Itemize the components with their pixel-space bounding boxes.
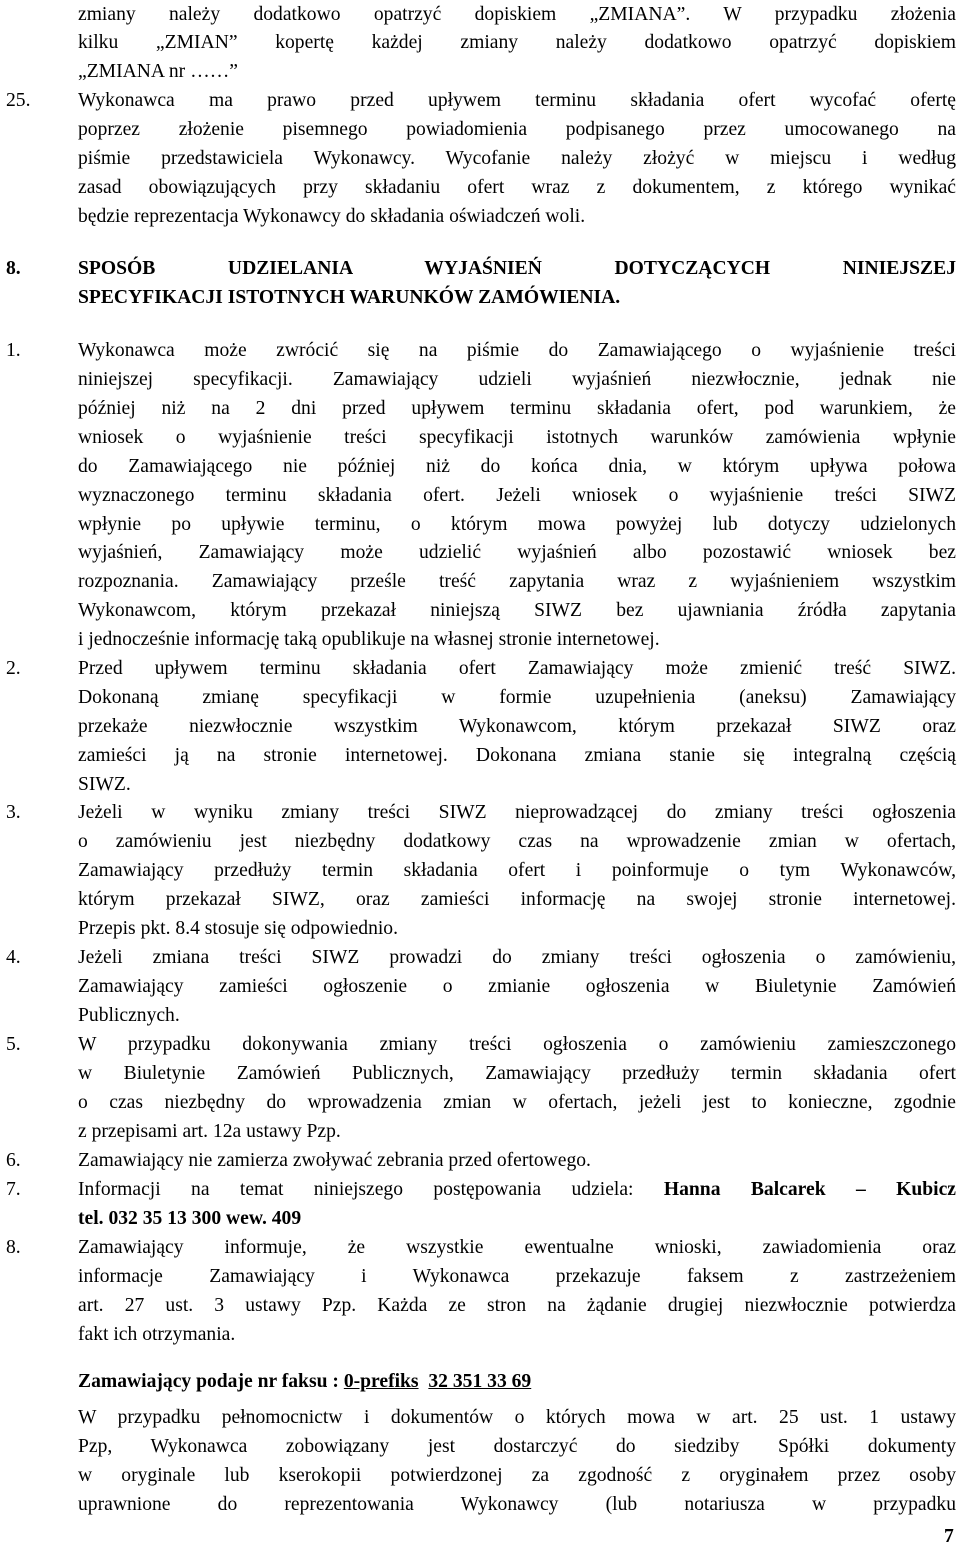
line-text-content: fakt ich otrzymania.	[78, 1324, 236, 1345]
item-number: 6.	[6, 1150, 21, 1171]
text-line	[0, 654, 960, 683]
item-number: 3.	[6, 802, 21, 823]
text-line	[0, 798, 960, 827]
fax-line	[0, 1367, 960, 1396]
line-text	[78, 1088, 956, 1117]
line-text: W przypadku pełnomocnictw i dokumentów o których mowa w art. 25 ust. 1 ustawy	[78, 1407, 956, 1428]
text-line	[0, 1059, 960, 1088]
text-line	[0, 1291, 960, 1320]
line-text-content: Informacji na temat niniejszego postępowania udziela:	[78, 1179, 664, 1200]
line-text: uprawnione do reprezentowania Wykonawcy (lub notariusza w przypadku	[78, 1494, 956, 1515]
text-line	[0, 567, 960, 596]
line-text: w oryginale lub kserokopii potwierdzonej za zgodność z oryginałem przez osoby	[78, 1465, 956, 1486]
text-line	[0, 943, 960, 972]
text-line	[0, 510, 960, 539]
line-text-content: informacje Zamawiający i Wykonawca przekazuje faksem z zastrzeżeniem	[78, 1266, 956, 1287]
line-text	[78, 943, 956, 972]
line-text-content: Wykonawca ma prawo przed upływem terminu składania ofert wycofać ofertę	[78, 90, 956, 111]
text-line	[0, 538, 960, 567]
text-line	[0, 770, 960, 799]
line-text-content: „ZMIANA nr ……”	[78, 61, 238, 82]
line-text	[78, 827, 956, 856]
text-line	[0, 144, 960, 173]
line-text: Pzp, Wykonawca zobowiązany jest dostarczyć do siedziby Spółki dokumenty	[78, 1436, 956, 1457]
text-line	[0, 1030, 960, 1059]
text-line	[0, 1432, 960, 1461]
line-text-content: SIWZ.	[78, 774, 131, 795]
line-text-content: tel. 032 35 13 300 wew. 409	[78, 1208, 302, 1229]
line-text	[78, 481, 956, 510]
text-line	[0, 741, 960, 770]
line-text	[78, 885, 956, 914]
text-line	[0, 1262, 960, 1291]
text-line	[0, 683, 960, 712]
line-text-content: Jeżeli w wyniku zmiany treści SIWZ nieprowadzącej do zmiany treści ogłoszenia	[78, 802, 956, 823]
text-line	[0, 885, 960, 914]
line-text	[78, 972, 956, 1001]
line-text-content: Przepis pkt. 8.4 stosuje się odpowiednio.	[78, 918, 399, 939]
line-text	[78, 254, 956, 283]
line-text	[78, 856, 956, 885]
line-text	[78, 1204, 956, 1233]
line-text	[78, 0, 956, 29]
line-text	[78, 57, 956, 86]
line-text-content: Przed upływem terminu składania ofert Zamawiający może zmienić treść SIWZ.	[78, 658, 956, 679]
line-text-content: Zamawiający informuje, że wszystkie ewentualne wnioski, zawiadomienia oraz	[78, 1237, 956, 1258]
text-line	[0, 914, 960, 943]
line-text-content: Publicznych.	[78, 1005, 180, 1026]
line-text-content: o czas niezbędny do wprowadzenia zmian w ofertach, jeżeli jest to konieczne, zgodnie	[78, 1092, 956, 1113]
line-text	[78, 283, 956, 312]
line-text-content: z przepisami art. 12a ustawy Pzp.	[78, 1121, 341, 1142]
contact-person: Hanna Balcarek – Kubicz	[663, 1179, 956, 1200]
line-text-content: zmiany należy dodatkowo opatrzyć dopiskiem „ZMIANA”. W przypadku złożenia	[78, 4, 956, 25]
item-number: 8.	[6, 258, 21, 279]
line-text-content: w Biuletynie Zamówień Publicznych, Zamawiający przedłuży termin składania ofert	[78, 1063, 956, 1084]
line-text	[78, 712, 956, 741]
line-text-content: Zamawiający nie zamierza zwoływać zebrania przed ofertowego.	[78, 1150, 591, 1171]
text-line	[0, 1117, 960, 1146]
line-text	[78, 654, 956, 683]
text-line	[0, 856, 960, 885]
line-text	[78, 28, 956, 57]
line-text-content: piśmie przedstawiciela Wykonawcy. Wycofanie należy złożyć w miejscu i według	[78, 148, 956, 169]
fax-label: Zamawiający podaje nr faksu :	[78, 1371, 344, 1392]
line-text-content: poprzez złożenie pisemnego powiadomienia podpisanego przez umocowanego na	[78, 119, 956, 140]
line-text-content: Jeżeli zmiana treści SIWZ prowadzi do zmiany treści ogłoszenia o zamówieniu,	[78, 947, 956, 968]
text-line	[0, 173, 960, 202]
page-number: 7	[944, 1526, 954, 1547]
text-line	[0, 712, 960, 741]
line-text-content: SPECYFIKACJI ISTOTNYCH WARUNKÓW ZAMÓWIENIA.	[78, 287, 621, 308]
line-text	[78, 1146, 956, 1175]
item-number: 25.	[6, 90, 31, 111]
line-text-content: wyznaczonego terminu składania ofert. Jeżeli wniosek o wyjaśnienie treści SIWZ	[78, 485, 956, 506]
text-line	[0, 481, 960, 510]
line-text-content: rozpoznania. Zamawiający prześle treść zapytania wraz z wyjaśnieniem wszystkim	[78, 571, 956, 592]
line-text	[78, 1291, 956, 1320]
line-text-content: kilku „ZMIAN” kopertę każdej zmiany należy dodatkowo opatrzyć dopiskiem	[78, 32, 956, 53]
line-text	[78, 365, 956, 394]
line-text-content: Dokonaną zmianę specyfikacji w formie uzupełnienia (aneksu) Zamawiający	[78, 687, 956, 708]
text-line	[0, 1233, 960, 1262]
item-number: 4.	[6, 947, 21, 968]
line-text-content: wniosek o wyjaśnienie treści specyfikacji istotnych warunków zamówienia wpłynie	[78, 427, 956, 448]
text-line	[0, 1175, 960, 1204]
text-line	[0, 283, 960, 312]
text-line	[0, 202, 960, 231]
text-line	[0, 1320, 960, 1349]
line-text	[78, 625, 956, 654]
text-line	[0, 452, 960, 481]
line-text-content: Wykonawcom, którym przekazał niniejszą SIWZ bez ujawniania źródła zapytania	[78, 600, 956, 621]
line-text-content: wpłynie po upływie terminu, o którym mowa powyżej lub dotyczy udzielonych	[78, 514, 956, 535]
item-number: 1.	[6, 340, 21, 361]
line-text	[78, 596, 956, 625]
text-line	[0, 625, 960, 654]
line-text	[78, 115, 956, 144]
text-line	[0, 1088, 960, 1117]
line-text	[78, 1059, 956, 1088]
fax-text	[78, 1367, 956, 1396]
line-text-content: Zamawiający zamieści ogłoszenie o zmianie ogłoszenia w Biuletynie Zamówień	[78, 976, 956, 997]
line-text-content: wyjaśnień, Zamawiający może udzielić wyjaśnień albo pozostawić wniosek bez	[78, 542, 956, 563]
text-line	[0, 254, 960, 283]
text-line	[0, 57, 960, 86]
item-number: 7.	[6, 1179, 21, 1200]
line-text	[78, 173, 956, 202]
item-number: 5.	[6, 1034, 21, 1055]
text-line	[0, 596, 960, 625]
text-line	[0, 1490, 960, 1519]
line-text	[78, 423, 956, 452]
line-text-content: będzie reprezentacja Wykonawcy do składania oświadczeń woli.	[78, 206, 586, 227]
line-text-content: o zamówieniu jest niezbędny dodatkowy czas na wprowadzenie zmian w ofertach,	[78, 831, 956, 852]
line-text	[78, 394, 956, 423]
line-text	[78, 567, 956, 596]
spacer	[419, 1371, 429, 1392]
line-text-content: SPOSÓB UDZIELANIA WYJAŚNIEŃ DOTYCZĄCYCH NINIEJSZEJ	[78, 258, 956, 279]
text-line	[0, 1461, 960, 1490]
line-text	[78, 1001, 956, 1030]
text-line	[0, 336, 960, 365]
text-line	[0, 394, 960, 423]
text-line	[0, 115, 960, 144]
line-text-content: zamieści ją na stronie internetowej. Dokonana zmiana stanie się integralną częścią	[78, 745, 956, 766]
text-line	[0, 1146, 960, 1175]
text-line	[0, 365, 960, 394]
line-text	[78, 452, 956, 481]
line-text	[78, 144, 956, 173]
line-text-content: zasad obowiązujących przy składaniu ofert wraz z dokumentem, z którego wynikać	[78, 177, 956, 198]
text-line	[0, 28, 960, 57]
line-text-content: Zamawiający przedłuży termin składania ofert i poinformuje o tym Wykonawców,	[78, 860, 956, 881]
line-text-content: przekaże niezwłocznie wszystkim Wykonawcom, którym przekazał SIWZ oraz	[78, 716, 956, 737]
line-text	[78, 1262, 956, 1291]
fax-prefix: 0-prefiks	[343, 1371, 419, 1392]
line-text	[78, 741, 956, 770]
text-line	[0, 1001, 960, 1030]
text-line	[0, 1403, 960, 1432]
line-text	[78, 1175, 956, 1204]
text-line	[0, 423, 960, 452]
line-text	[78, 1117, 956, 1146]
line-text-content: i jednocześnie informację taką opublikuje na własnej stronie internetowej.	[78, 629, 660, 650]
line-text	[78, 538, 956, 567]
line-text-content: którym przekazał SIWZ, oraz zamieści informację na swojej stronie internetowej.	[78, 889, 956, 910]
line-text-content: Wykonawca może zwrócić się na piśmie do Zamawiającego o wyjaśnienie treści	[78, 340, 956, 361]
text-line	[0, 972, 960, 1001]
text-line	[0, 0, 960, 29]
item-number: 8.	[6, 1237, 21, 1258]
line-text	[78, 683, 956, 712]
line-text	[78, 1030, 956, 1059]
line-text	[78, 1233, 956, 1262]
line-text-content: W przypadku dokonywania zmiany treści ogłoszenia o zamówieniu zamieszczonego	[78, 1034, 956, 1055]
text-line	[0, 86, 960, 115]
line-text	[78, 86, 956, 115]
line-text	[78, 202, 956, 231]
line-text-content: później niż na 2 dni przed upływem terminu składania ofert, pod warunkiem, że	[78, 398, 956, 419]
line-text	[78, 770, 956, 799]
line-text-content: do Zamawiającego nie później niż do końca dnia, w którym upływa połowa	[78, 456, 956, 477]
fax-number: 32 351 33 69	[428, 1371, 532, 1392]
line-text-content: art. 27 ust. 3 ustawy Pzp. Każda ze stron na żądanie drugiej niezwłocznie potwierdza	[78, 1295, 956, 1316]
line-text	[78, 914, 956, 943]
line-text	[78, 798, 956, 827]
line-text	[78, 1320, 956, 1349]
line-text	[78, 336, 956, 365]
text-line	[0, 827, 960, 856]
line-text-content: niniejszej specyfikacji. Zamawiający udzieli wyjaśnień niezwłocznie, jednak nie	[78, 369, 956, 390]
item-number: 2.	[6, 658, 21, 679]
line-text	[78, 510, 956, 539]
text-line	[0, 1204, 960, 1233]
